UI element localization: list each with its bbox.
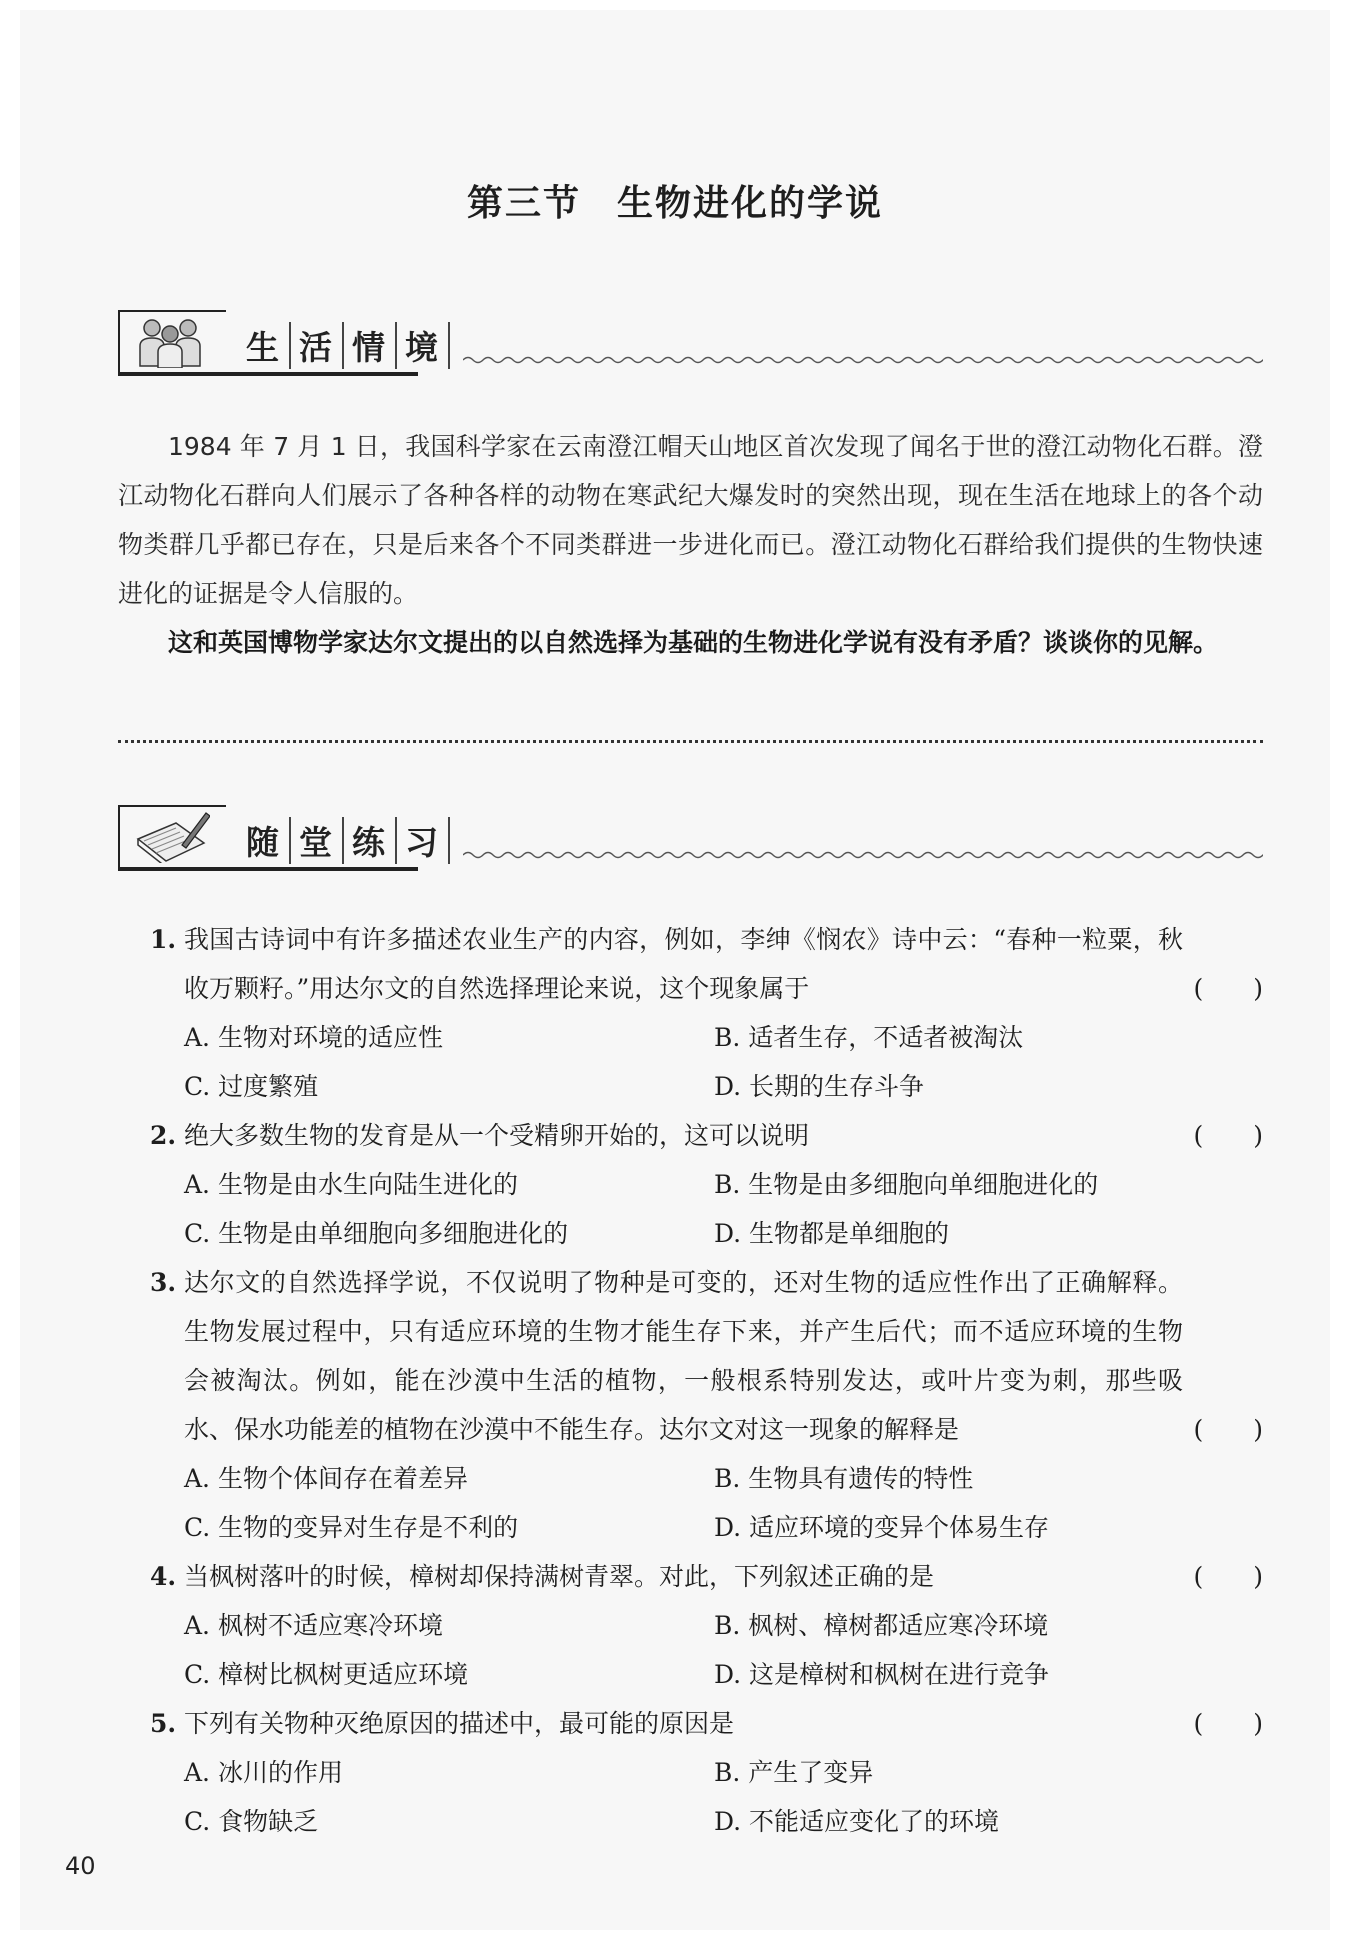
option-c[interactable]: C. 生物的变异对生存是不利的: [184, 1513, 519, 1542]
context-question: 这和英国博物学家达尔文提出的以自然选择为基础的生物进化学说有没有矛盾？谈谈你的见解。: [168, 628, 1219, 657]
option-d[interactable]: D. 生物都是单细胞的: [714, 1219, 950, 1248]
notebook-pen-icon: [132, 809, 210, 863]
question-text: 绝大多数生物的发育是从一个受精卵开始的，这可以说明: [184, 1121, 810, 1150]
option-d[interactable]: D. 长期的生存斗争: [714, 1072, 925, 1101]
option-grid: [150, 1160, 1263, 1258]
section-number: 第三节: [466, 182, 581, 224]
section-label: [238, 817, 450, 864]
answer-blank[interactable]: ( ): [1193, 1415, 1263, 1444]
textbook-page: [20, 10, 1330, 1930]
section-label: [238, 322, 450, 369]
option-a[interactable]: A. 冰川的作用: [184, 1758, 343, 1787]
people-group-icon: [132, 314, 210, 368]
question-list: [150, 915, 1263, 1846]
wavy-divider: [463, 354, 1263, 366]
question-text: 下列有关物种灭绝原因的描述中，最可能的原因是: [184, 1709, 735, 1738]
life-context-text: [118, 422, 1263, 667]
option-d[interactable]: D. 适应环境的变异个体易生存: [714, 1513, 1050, 1542]
label-char: 活: [291, 322, 344, 369]
question-stem: [150, 1699, 1263, 1748]
wavy-divider: [463, 849, 1263, 861]
question-item: [150, 1552, 1263, 1699]
answer-blank[interactable]: ( ): [1193, 1121, 1263, 1150]
question-text: 达尔文的自然选择学说，不仅说明了物种是可变的，还对生物的适应性作出了正确解释。生物发展过程中，只有适应环境的生物才能生存下来，并产生后代；而不适应环境的生物会被淘汰。例如，能在沙漠中生活的植物，一般根系特别发达，或叶片变为刺，那些吸水、保水功能差的植物在沙漠中不能生存。达尔文对这一现象的解释是: [184, 1268, 1183, 1444]
question-number: 4.: [150, 1562, 177, 1591]
question-stem: [150, 1552, 1263, 1601]
question-number: 1.: [150, 925, 177, 954]
label-char: 境: [397, 322, 450, 369]
label-char: 练: [344, 817, 397, 864]
label-char: 习: [397, 817, 450, 864]
question-stem: [150, 915, 1263, 1013]
question-item: [150, 1111, 1263, 1258]
question-number: 2.: [150, 1121, 177, 1150]
option-b[interactable]: B. 枫树、樟树都适应寒冷环境: [714, 1611, 1049, 1640]
option-c[interactable]: C. 生物是由单细胞向多细胞进化的: [184, 1219, 569, 1248]
option-d[interactable]: D. 不能适应变化了的环境: [714, 1807, 1000, 1836]
page-title: [20, 175, 1330, 226]
life-context-header: [118, 310, 1263, 380]
label-char: 生: [238, 322, 291, 369]
option-a[interactable]: A. 生物是由水生向陆生进化的: [184, 1170, 518, 1199]
question-number: 5.: [150, 1709, 177, 1738]
answer-blank[interactable]: ( ): [1193, 974, 1263, 1003]
question-number: 3.: [150, 1268, 177, 1297]
question-stem: [150, 1258, 1263, 1454]
option-grid: [150, 1748, 1263, 1846]
question-text: 当枫树落叶的时候，樟树却保持满树青翠。对此，下列叙述正确的是: [184, 1562, 935, 1591]
question-item: [150, 1699, 1263, 1846]
question-text: 我国古诗词中有许多描述农业生产的内容，例如，李绅《悯农》诗中云：“春种一粒粟，秋收万颗籽。”用达尔文的自然选择理论来说，这个现象属于: [184, 925, 1183, 1003]
label-char: 堂: [291, 817, 344, 864]
dotted-divider: [118, 740, 1263, 743]
question-item: [150, 1258, 1263, 1552]
option-b[interactable]: B. 生物具有遗传的特性: [714, 1464, 974, 1493]
section-title: 生物进化的学说: [617, 182, 884, 224]
question-item: [150, 915, 1263, 1111]
question-stem: [150, 1111, 1263, 1160]
option-b[interactable]: B. 产生了变异: [714, 1758, 874, 1787]
option-d[interactable]: D. 这是樟树和枫树在进行竞争: [714, 1660, 1050, 1689]
option-c[interactable]: C. 食物缺乏: [184, 1807, 319, 1836]
label-char: 情: [344, 322, 397, 369]
option-b[interactable]: B. 适者生存，不适者被淘汰: [714, 1023, 1024, 1052]
context-paragraph: 1984 年 7 月 1 日，我国科学家在云南澄江帽天山地区首次发现了闻名于世的澄江动物化石群。澄江动物化石群向人们展示了各种各样的动物在寒武纪大爆发时的突然出现，现在生活在地球上的各个动物类群几乎都已存在，只是后来各个不同类群进一步进化而已。澄江动物化石群给我们提供的生物快速进化的证据是令人信服的。: [118, 432, 1264, 608]
option-a[interactable]: A. 生物对环境的适应性: [184, 1023, 443, 1052]
option-grid: [150, 1601, 1263, 1699]
header-underline: [118, 372, 418, 376]
option-a[interactable]: A. 枫树不适应寒冷环境: [184, 1611, 443, 1640]
option-c[interactable]: C. 樟树比枫树更适应环境: [184, 1660, 469, 1689]
answer-blank[interactable]: ( ): [1193, 1562, 1263, 1591]
option-c[interactable]: C. 过度繁殖: [184, 1072, 319, 1101]
class-practice-header: [118, 805, 1263, 875]
option-grid: [150, 1454, 1263, 1552]
option-b[interactable]: B. 生物是由多细胞向单细胞进化的: [714, 1170, 1099, 1199]
header-underline: [118, 867, 418, 871]
option-grid: [150, 1013, 1263, 1111]
page-number: 40: [65, 1852, 96, 1880]
label-char: 随: [238, 817, 291, 864]
answer-blank[interactable]: ( ): [1193, 1709, 1263, 1738]
option-a[interactable]: A. 生物个体间存在着差异: [184, 1464, 468, 1493]
